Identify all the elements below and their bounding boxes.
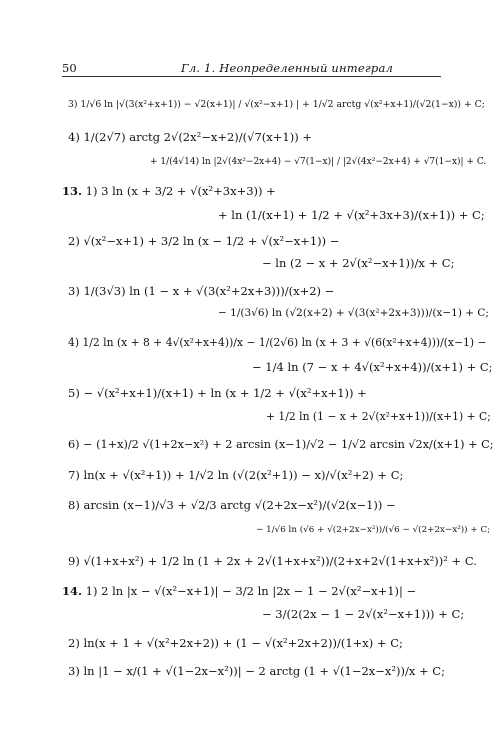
running-head: Гл. 1. Неопределенный интеграл xyxy=(181,61,394,75)
formula-line: + ln (1/(x+1) + 1/2 + √(x²+3x+3)/(x+1)) + C; xyxy=(218,208,485,222)
formula-line: − 1/√6 ln (√6 + √(2+2x−x²))/(√6 − √(2+2x−x²)) + C; xyxy=(256,525,491,535)
formula-line: 8) arcsin (x−1)/√3 + √2/3 arctg √(2+2x−x²)/(√2(x−1)) − xyxy=(68,498,396,512)
formula-line: 3) 1/√6 ln |√(3(x²+x+1)) − √2(x+1)| / √(x²−x+1) | + 1/√2 arctg √(x²+x+1)/(√2(1−x)) + C; xyxy=(68,99,485,110)
formula-line: 14. 1) 2 ln |x − √(x²−x+1)| − 3/2 ln |2x − 1 − 2√(x²−x+1)| − xyxy=(62,584,417,598)
formula-line: − 3/(2(2x − 1 − 2√(x²−x+1))) + C; xyxy=(262,607,465,621)
formula-line: − 1/4 ln (7 − x + 4√(x²+x+4))/(x+1) + C; xyxy=(252,360,493,374)
formula-line: 13. 1) 3 ln (x + 3/2 + √(x²+3x+3)) + xyxy=(62,184,276,198)
header-rule xyxy=(62,76,441,77)
formula-line: 2) ln(x + 1 + √(x²+2x+2)) + (1 − √(x²+2x+2))/(1+x) + C; xyxy=(68,636,403,650)
formula-line: + 1/2 ln (1 − x + 2√(x²+x+1))/(x+1) + C; xyxy=(266,410,491,423)
formula-line: − ln (2 − x + 2√(x²−x+1))/x + C; xyxy=(262,256,455,270)
formula-line: 3) 1/(3√3) ln (1 − x + √(3(x²+2x+3)))/(x+2) − xyxy=(68,284,335,298)
formula-line: 9) √(1+x+x²) + 1/2 ln (1 + 2x + 2√(1+x+x²))/(2+x+2√(1+x+x²))² + C. xyxy=(68,554,477,568)
page-number: 50 xyxy=(62,61,77,75)
formula-line: 6) − (1+x)/2 √(1+2x−x²) + 2 arcsin (x−1)/√2 − 1/√2 arcsin √2x/(x+1) + C; xyxy=(68,438,494,451)
formula-line: − 1/(3√6) ln (√2(x+2) + √(3(x²+2x+3)))/(x−1) + C; xyxy=(218,307,489,319)
formula-line: 5) − √(x²+x+1)/(x+1) + ln (x + 1/2 + √(x²+x+1)) + xyxy=(68,386,367,400)
formula-line: 2) √(x²−x+1) + 3/2 ln (x − 1/2 + √(x²−x+1)) − xyxy=(68,234,340,248)
formula-line: 3) ln |1 − x/(1 + √(1−2x−x²))| − 2 arctg (1 + √(1−2x−x²))/x + C; xyxy=(68,664,445,678)
formula-line: + 1/(4√14) ln |2√(4x²−2x+4) − √7(1−x)| / |2√(4x²−2x+4) + √7(1−x)| + C. xyxy=(150,157,487,167)
formula-line: 7) ln(x + √(x²+1)) + 1/√2 ln (√(2(x²+1)) − x)/√(x²+2) + C; xyxy=(68,468,404,482)
formula-line: 4) 1/2 ln (x + 8 + 4√(x²+x+4))/x − 1/(2√6) ln (x + 3 + √(6(x²+x+4)))/(x−1) − xyxy=(68,336,487,349)
formula-line: 4) 1/(2√7) arctg 2√(2x²−x+2)/(√7(x+1)) + xyxy=(68,130,312,144)
